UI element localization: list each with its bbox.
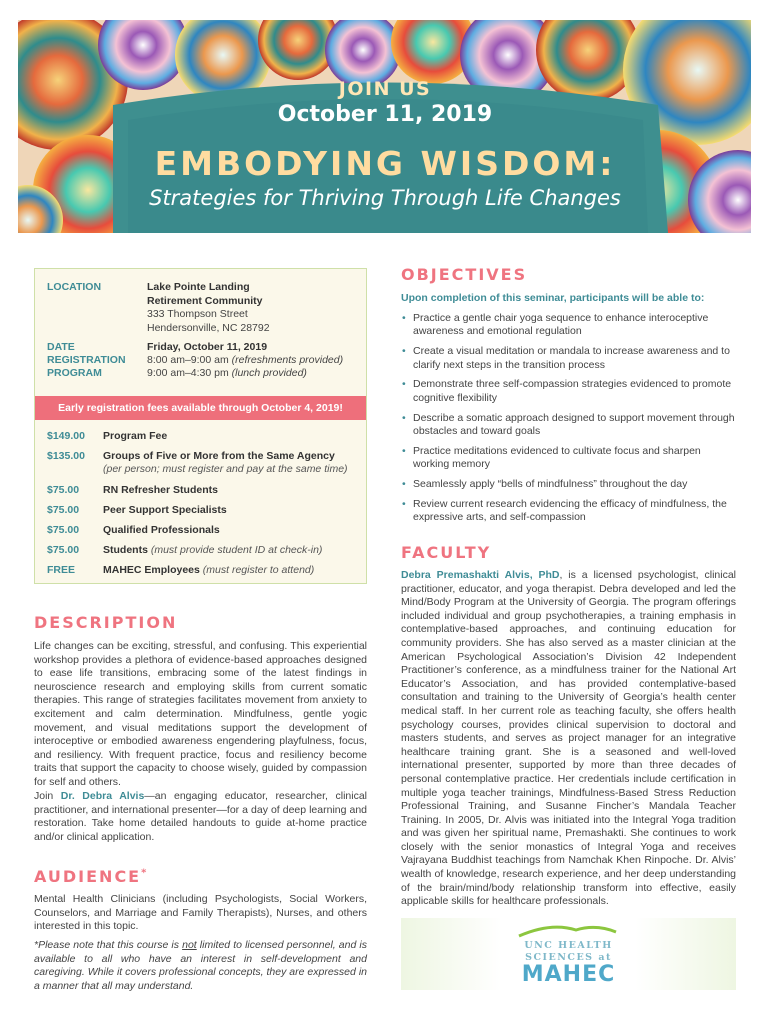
fee-amount: $75.00 (47, 504, 80, 516)
event-title: EMBODYING WISDOM: (154, 144, 616, 183)
program-time: 9:00 am–4:30 pm (147, 367, 229, 379)
early-registration-banner: Early registration fees available through October 4, 2019! (35, 396, 366, 420)
audience-note-post: limited to licensed personnel, and is available to all who have an interest in self-development and caregiving. While it covers professional concepts, they are expressed in a manner that all may understand. (34, 939, 367, 992)
event-date-heading: October 11, 2019 (277, 102, 493, 127)
objective-item: • Practice meditations evidenced to cultivate focus and sharpen working memory (401, 445, 736, 472)
program-label: PROGRAM (47, 367, 102, 379)
location-value (147, 281, 362, 335)
objectives-intro: Upon completion of this seminar, participants will be able to: (401, 292, 705, 304)
fee-description-wrap (103, 564, 363, 577)
faculty-bio-text: , is a licensed psychologist, clinical practitioner, educator, and yoga therapist. Debra developed and led the Mind/Body Program at the University of Georgia. The program offerings included individual and group psychotherapies, a training emphasis in contemplative-based approaches, and continuing education for community providers. She has also served as a master clinician at the American Psychological Association’s Division 42 Independent Practitioner’s conference, as a mindfulness trainer for the National Art Educator’s Association, and has provided contemplative-based consultation and training to the University of Georgia’s health center medical staff. In her current role as teaching faculty, she offers health psychology courses, provides clinical supervision to doctoral and masters students, and serves as project manager for an integrative healthcare training grant. She is a seasoned and well-loved international presenter, supported by more than three decades of personal contemplative practice. Her credentials include certification in multiple yoga teacher trainings, Mindfulness-Based Stress Reduction Professional Training, and Susanne Fincher’s Mandala Teacher Training. In 2005, Dr. Alvis was initiated into the Integral Yoga tradition and was given her spiritual name, Premashakti. She continues to work closely with the senior monastics of Integral Yoga and receives Vajrayana Buddhist teachings from Namchak Khen Rinpoche. Dr. Alvis’ wealth of knowledge, research experience, and her deep understanding of the brain/mind/body relationship transform into effective, easily applicable skills for healthcare professionals. (401, 569, 736, 908)
logo-line-3: MAHEC (521, 962, 616, 987)
fee-description: Groups of Five or More from the Same Agency (103, 450, 335, 462)
location-label: LOCATION (47, 281, 102, 293)
fee-description: Students (103, 544, 148, 556)
audience-note (34, 939, 367, 993)
fee-note: (must register to attend) (202, 564, 315, 576)
fee-amount: $75.00 (47, 544, 80, 556)
objectives-heading: OBJECTIVES (401, 265, 528, 284)
description-p2-post: —an engaging educator, researcher, clinical practitioner, and international presenter—for a day of deep learning and restoration. Take home detailed handouts to guide at-home practice and/or clinical application. (34, 790, 367, 843)
fee-description: Program Fee (103, 430, 168, 442)
registration-label: REGISTRATION (47, 354, 126, 366)
location-name-2: Retirement Community (147, 294, 263, 307)
audience-heading-text: AUDIENCE (34, 867, 142, 886)
fee-description: Peer Support Specialists (103, 504, 227, 516)
location-city: Hendersonville, NC 28792 (147, 321, 270, 334)
date-label: DATE (47, 341, 75, 353)
faculty-bio (401, 569, 736, 909)
description-paragraph-2 (34, 790, 367, 844)
fee-description: MAHEC Employees (103, 564, 200, 576)
join-us-text: JOIN US (338, 78, 432, 100)
event-info-box (34, 268, 367, 584)
fee-amount: $135.00 (47, 450, 85, 462)
description-p2-pre: Join (34, 790, 61, 802)
objective-item: • Seamlessly apply “bells of mindfulness” throughout the day (401, 478, 736, 491)
logo-line-2: SCIENCES at (525, 952, 612, 963)
fee-description: Qualified Professionals (103, 524, 220, 536)
registration-value (147, 354, 343, 368)
objective-item: • Practice a gentle chair yoga sequence to enhance interoceptive awareness and emotional regulation (401, 312, 736, 339)
fee-note: (per person; must register and pay at the same time) (103, 463, 348, 475)
fee-amount: $75.00 (47, 484, 80, 496)
presenter-name: Dr. Debra Alvis (60, 790, 145, 802)
fee-amount: $75.00 (47, 524, 80, 536)
fee-description-wrap (103, 544, 363, 557)
objectives-list (401, 312, 736, 531)
description-heading: DESCRIPTION (34, 613, 178, 632)
objective-item: • Demonstrate three self-compassion strategies evidenced to promote cognitive flexibility (401, 378, 736, 405)
registration-time: 8:00 am–9:00 am (147, 354, 229, 366)
audience-note-not: not (182, 939, 197, 951)
fee-amount: FREE (47, 564, 76, 576)
fee-description: RN Refresher Students (103, 484, 218, 496)
mahec-logo (401, 918, 736, 990)
event-subtitle: Strategies for Thriving Through Life Changes (149, 186, 621, 210)
logo-line-1: UNC HEALTH (524, 940, 613, 951)
faculty-heading: FACULTY (401, 543, 492, 562)
location-street: 333 Thompson Street (147, 308, 248, 320)
audience-asterisk: * (141, 867, 149, 879)
audience-heading (34, 867, 148, 886)
program-value (147, 367, 307, 381)
audience-paragraph: Mental Health Clinicians (including Psychologists, Social Workers, Counselors, and Marriage and Family Therapists), Nurses, and others interested in this topic. (34, 893, 367, 933)
program-note: (lunch provided) (231, 367, 307, 379)
objective-item: • Create a visual meditation or mandala to increase awareness and to clarify next steps in the transition process (401, 345, 736, 372)
registration-note: (refreshments provided) (231, 354, 344, 366)
fee-description-wrap (103, 450, 363, 476)
fee-amount: $149.00 (47, 430, 85, 442)
audience-note-pre: *Please note that this course is (34, 939, 183, 951)
objective-item: • Describe a somatic approach designed to support movement through obstacles and toward goals (401, 412, 736, 439)
objective-item: • Review current research evidencing the efficacy of mindfulness, the expressive arts, and self-compassion (401, 498, 736, 525)
date-value: Friday, October 11, 2019 (147, 341, 268, 353)
location-name-1: Lake Pointe Landing (147, 281, 250, 293)
faculty-name: Debra Premashakti Alvis, PhD (401, 569, 560, 581)
description-paragraph-1: Life changes can be exciting, stressful, and confusing. This experiential workshop provides a plethora of evidence-based approaches designed to ease life transitions, embracing some of the latest findings in neuroscience research and employing skills from current somatic therapies. This range of strategies facilitates movement from anxiety to excitement and calm determination. Mindfulness, gentle yogic movement, and visual meditations support the development of interoceptive or embodied awareness engendering playfulness, focus, and resiliency. With frequent practice, focus and resiliency become traits that support the capacity to choose wisely, guided by compassion for self and others. (34, 640, 367, 788)
fee-note: (must provide student ID at check-in) (150, 544, 323, 556)
